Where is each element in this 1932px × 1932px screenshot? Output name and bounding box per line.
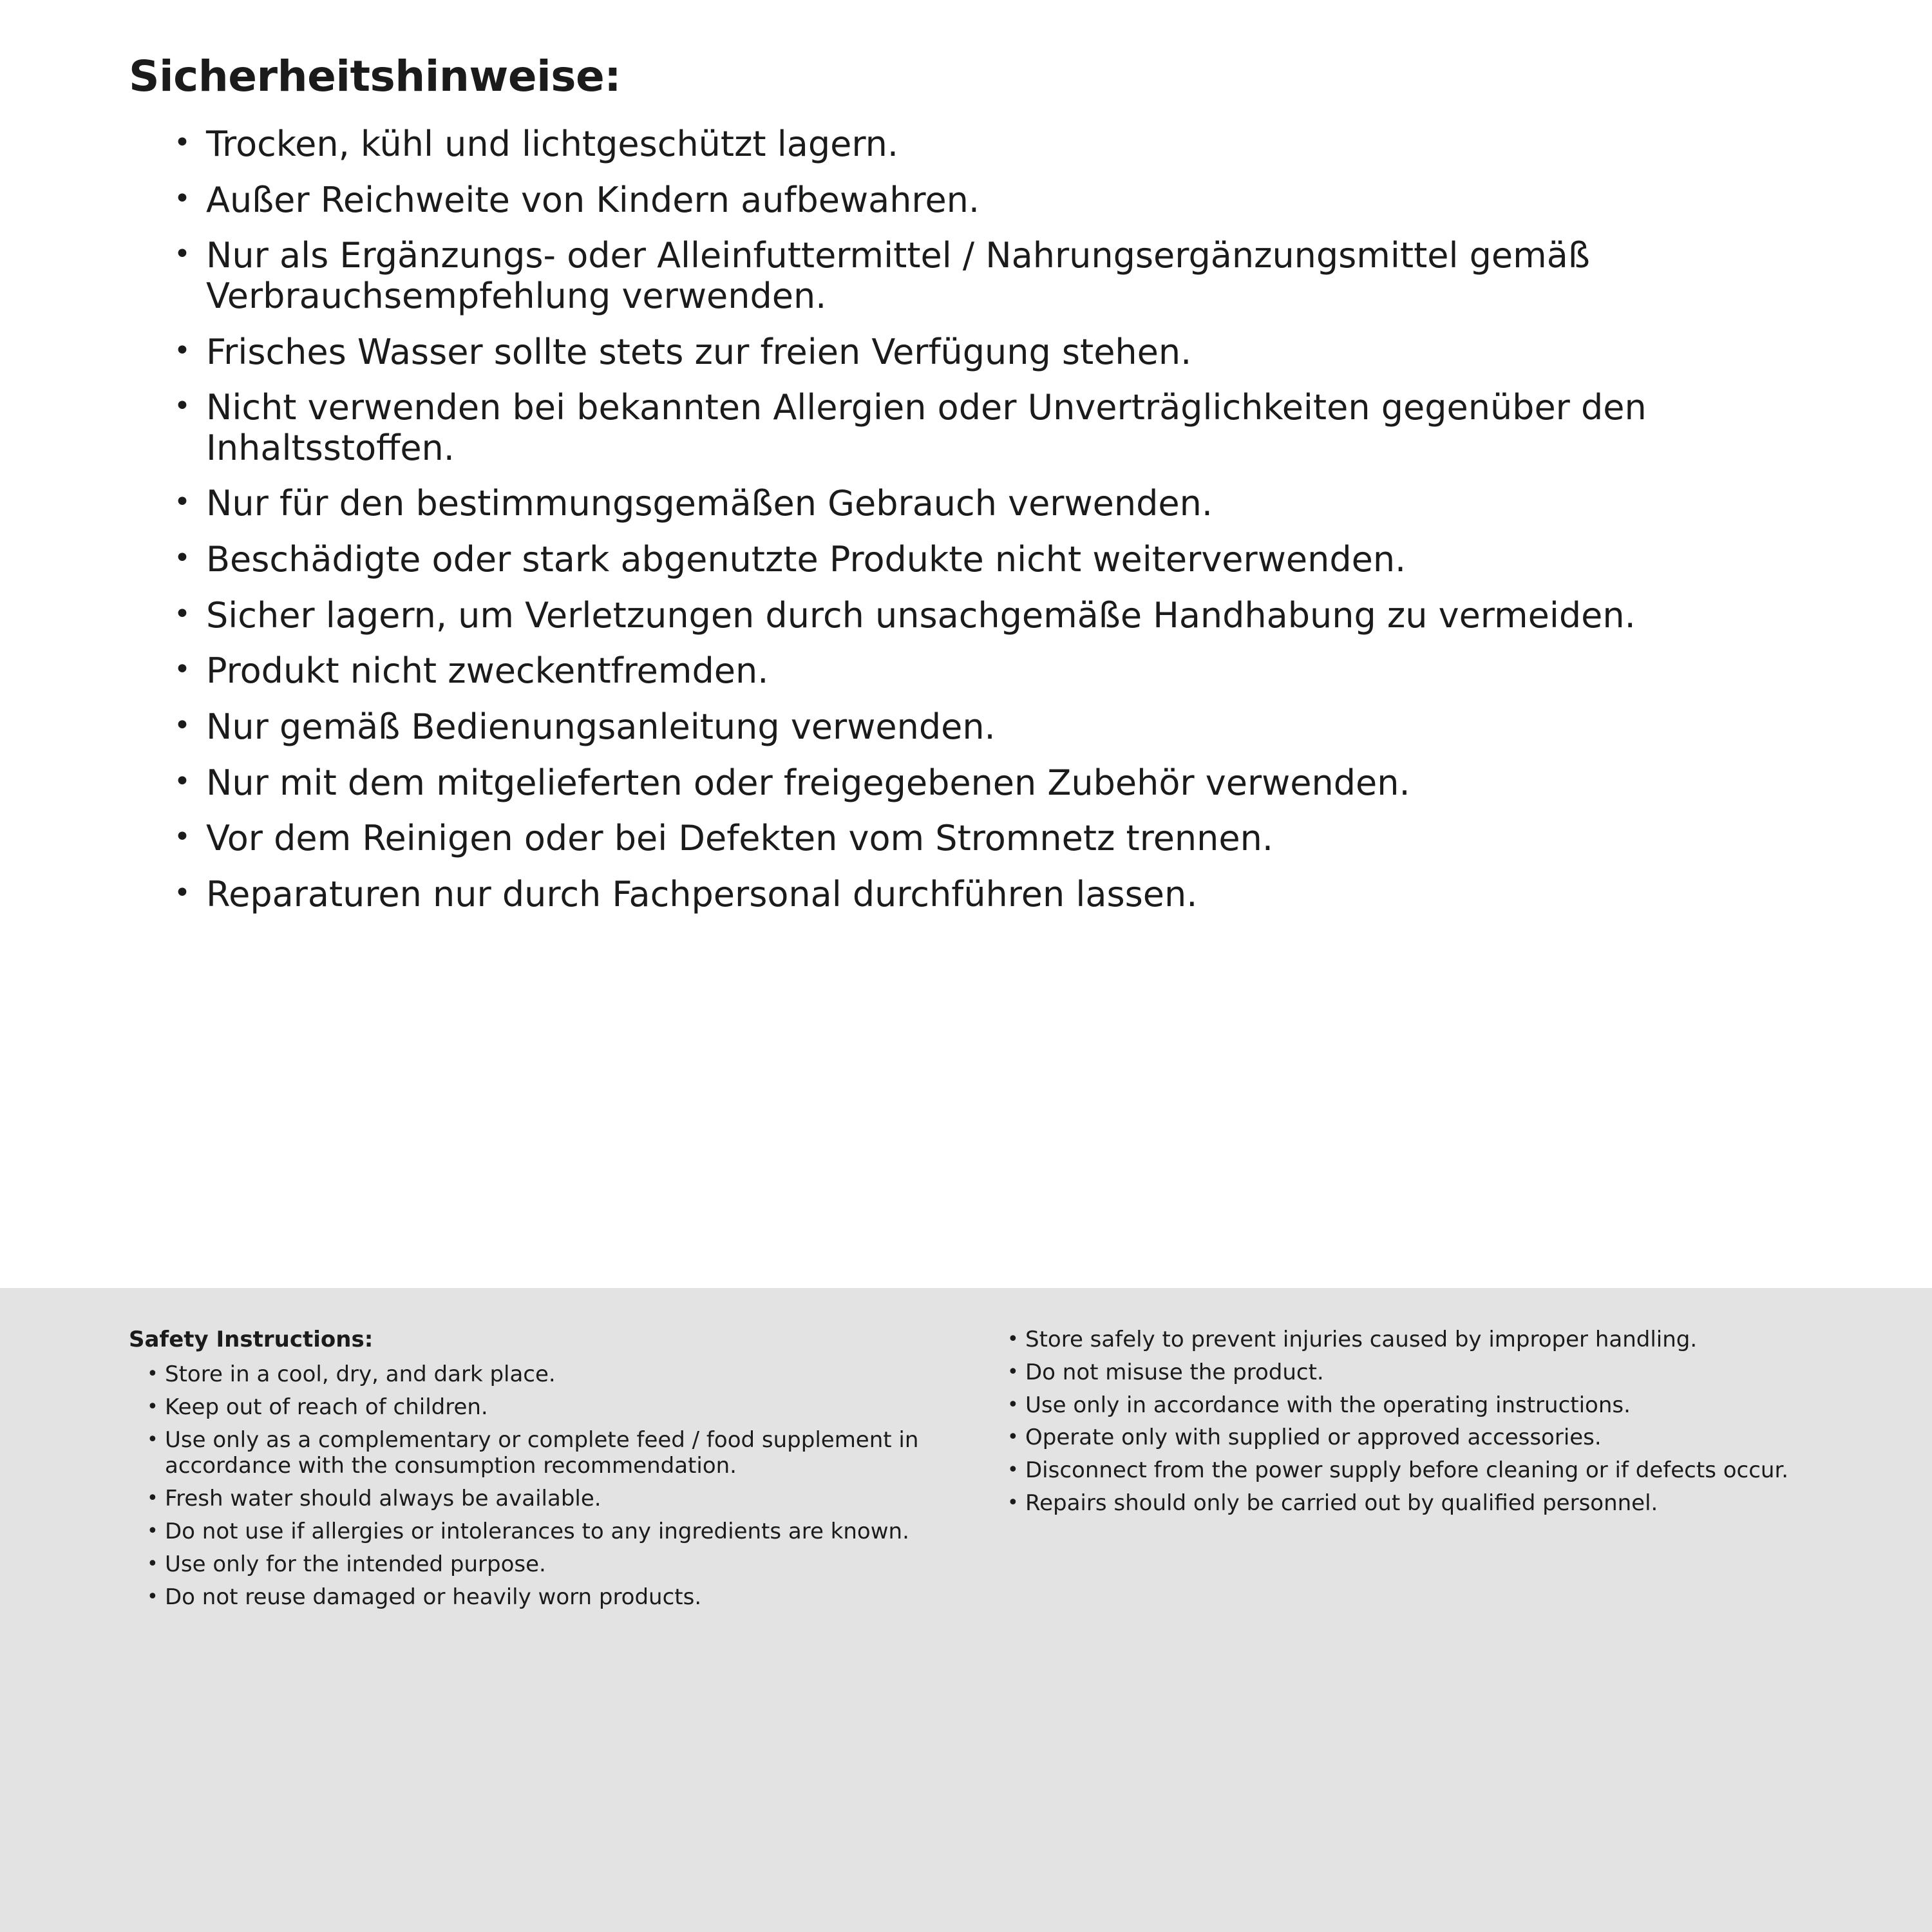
list-item: • Nur gemäß Bedienungsanleitung verwenden. <box>167 707 1816 748</box>
english-column-right <box>1005 1327 1829 1906</box>
list-item: • Operate only with supplied or approved accessories. <box>1005 1425 1829 1451</box>
list-item: • Sicher lagern, um Verletzungen durch unsachgemäße Handhabung zu vermeiden. <box>167 596 1816 636</box>
english-safety-list-right <box>1005 1327 1829 1517</box>
list-item: • Disconnect from the power supply before cleaning or if defects occur. <box>1005 1457 1829 1484</box>
list-item: • Do not misuse the product. <box>1005 1359 1829 1386</box>
list-item: • Keep out of reach of children. <box>144 1394 953 1421</box>
list-item: • Beschädigte oder stark abgenutzte Produkte nicht weiterverwenden. <box>167 540 1816 580</box>
english-safety-section <box>0 1288 1932 1932</box>
list-item: • Nicht verwenden bei bekannten Allergien oder Unverträglichkeiten gegenüber den Inhaltsstoffen. <box>167 388 1816 468</box>
list-item: • Fresh water should always be available. <box>144 1486 953 1512</box>
german-safety-list <box>129 124 1835 914</box>
german-heading: Sicherheitshinweise: <box>129 52 621 101</box>
list-item: • Use only as a complementary or complete feed / food supplement in accordance with the consumption recommendation. <box>144 1427 953 1480</box>
list-item: • Vor dem Reinigen oder bei Defekten vom Stromnetz trennen. <box>167 819 1816 859</box>
english-column-left <box>129 1327 953 1906</box>
english-heading: Safety Instructions: <box>129 1327 374 1352</box>
list-item: • Use only for the intended purpose. <box>144 1551 953 1578</box>
list-item: • Trocken, kühl und lichtgeschützt lagern. <box>167 124 1816 165</box>
list-item: • Store safely to prevent injuries caused by improper handling. <box>1005 1327 1829 1353</box>
list-item: • Use only in accordance with the operating instructions. <box>1005 1392 1829 1419</box>
english-safety-list-left <box>129 1361 953 1610</box>
list-item: • Außer Reichweite von Kindern aufbewahren. <box>167 180 1816 221</box>
list-item: • Frisches Wasser sollte stets zur freien Verfügung stehen. <box>167 332 1816 373</box>
list-item: • Do not reuse damaged or heavily worn products. <box>144 1584 953 1611</box>
list-item: • Reparaturen nur durch Fachpersonal durchführen lassen. <box>167 875 1816 915</box>
list-item: • Do not use if allergies or intolerances to any ingredients are known. <box>144 1519 953 1545</box>
list-item: • Nur als Ergänzungs- oder Alleinfuttermittel / Nahrungsergänzungsmittel gemäß Verbrauchsempfehlung verwenden. <box>167 236 1816 316</box>
list-item: • Nur mit dem mitgelieferten oder freigegebenen Zubehör verwenden. <box>167 763 1816 804</box>
list-item: • Store in a cool, dry, and dark place. <box>144 1361 953 1388</box>
list-item: • Produkt nicht zweckentfremden. <box>167 651 1816 692</box>
list-item: • Nur für den bestimmungsgemäßen Gebrauch verwenden. <box>167 484 1816 524</box>
list-item: • Repairs should only be carried out by qualified personnel. <box>1005 1490 1829 1517</box>
